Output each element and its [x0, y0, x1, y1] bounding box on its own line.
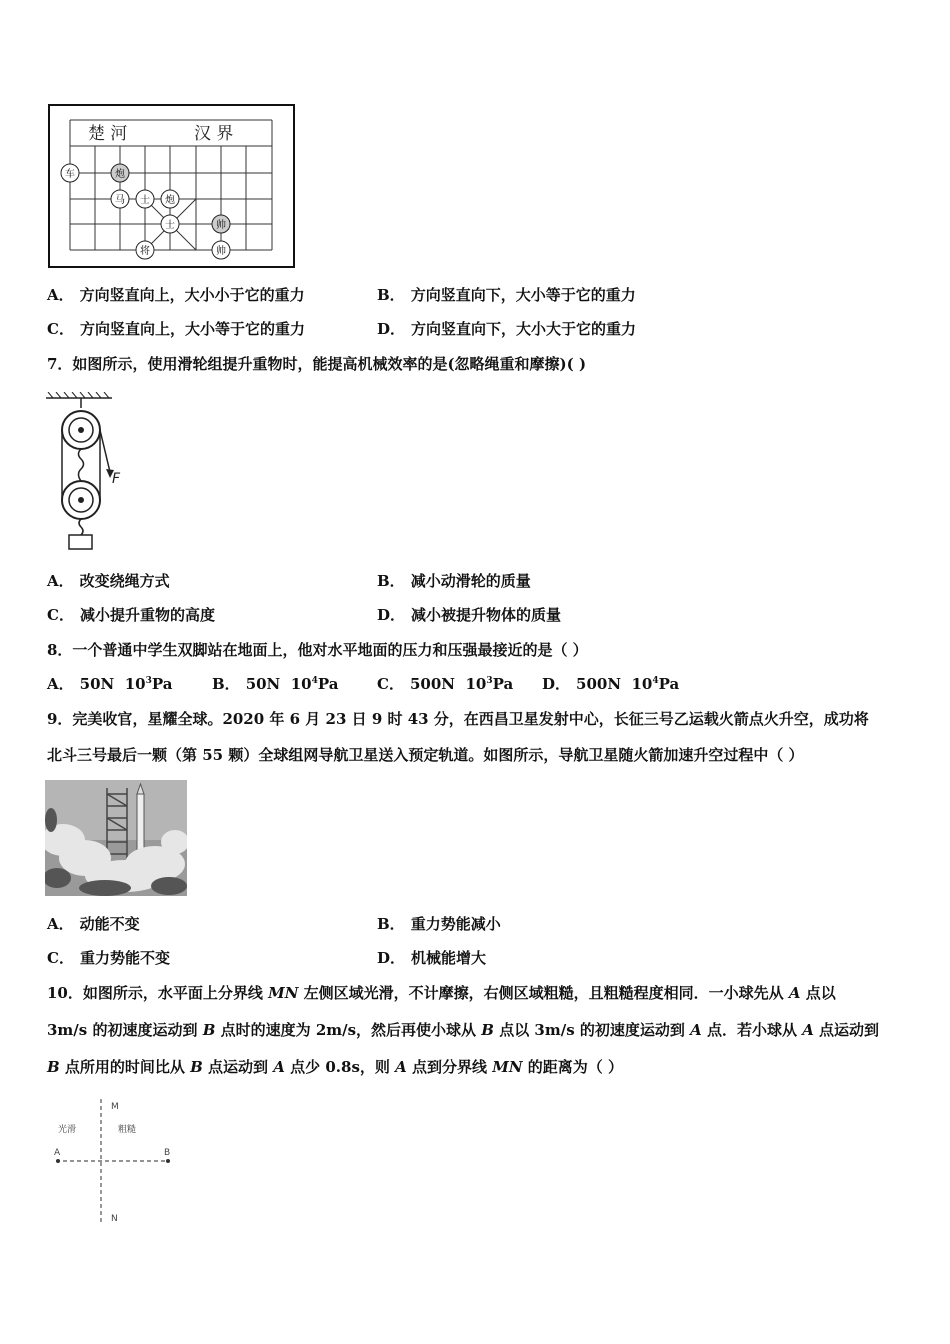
pulley-figure	[44, 392, 134, 552]
q9-stem-line2: 北斗三号最后一颗（第 55 颗）全球组网导航卫星送入预定轨道。如图所示，导航卫星随火箭加速升空过程中（ ）	[47, 746, 804, 764]
label-n: N	[111, 1214, 118, 1224]
river-left-label: 楚 河	[88, 124, 128, 144]
piece-shi-1: 士	[140, 195, 150, 206]
q7-option-b[interactable]: B． 减小动滑轮的质量	[377, 572, 531, 590]
piece-pao-red: 炮	[115, 169, 125, 180]
q9-option-d[interactable]: D． 机械能增大	[377, 949, 487, 967]
label-a: A	[54, 1148, 61, 1158]
q6-option-d[interactable]: D． 方向竖直向下，大小大于它的重力	[377, 320, 637, 338]
label-rough: 粗糙	[118, 1125, 137, 1135]
q8-option-d[interactable]: D． 500N $10^4Pa$	[542, 675, 680, 693]
force-label: F	[112, 471, 121, 487]
q9-option-b[interactable]: B． 重力势能减小	[377, 915, 501, 933]
q10-stem-line3: B 点所用的时间比从 B 点运动到 A 点少 0.8s，则 A 点到分界线 MN 的距离为（ ）	[47, 1058, 624, 1076]
piece-che: 车	[65, 169, 75, 180]
q7-option-d[interactable]: D． 减小被提升物体的质量	[377, 606, 562, 624]
piece-ma: 马	[115, 195, 125, 206]
q9-option-c[interactable]: C． 重力势能不变	[47, 949, 170, 967]
q8-option-b[interactable]: B． 50N $10^4Pa$	[212, 675, 339, 693]
boundary-mn-figure	[48, 1095, 188, 1227]
q8-option-c[interactable]: C． 500N $10^3Pa$	[377, 675, 514, 693]
q6-option-a[interactable]: A． 方向竖直向上，大小小于它的重力	[47, 286, 305, 304]
q7-stem: 7．如图所示，使用滑轮组提升重物时，能提高机械效率的是(忽略绳重和摩擦)( )	[47, 355, 587, 373]
rocket-launch-photo	[45, 780, 187, 896]
chess-board-figure	[48, 104, 296, 270]
q9-stem-line1: 9．完美收官，星耀全球。2020 年 6 月 23 日 9 时 43 分，在西昌卫星发射中心，长征三号乙运载火箭点火升空，成功将	[47, 710, 869, 728]
label-smooth: 光滑	[58, 1125, 77, 1135]
label-m: M	[111, 1102, 119, 1112]
q10-stem-line2: 3m/s 的初速度运动到 B 点时的速度为 2m/s，然后再使小球从 B 点以 3m/s 的初速度运动到 A 点．若小球从 A 点运动到	[47, 1021, 880, 1039]
river-right-label: 汉 界	[194, 124, 234, 144]
q9-option-a[interactable]: A． 动能不变	[47, 915, 140, 933]
q6-option-b[interactable]: B． 方向竖直向下，大小等于它的重力	[377, 286, 636, 304]
label-b: B	[164, 1148, 171, 1158]
q7-option-a[interactable]: A． 改变绕绳方式	[47, 572, 170, 590]
q8-stem: 8．一个普通中学生双脚站在地面上，他对水平地面的压力和压强最接近的是（ ）	[47, 641, 588, 659]
piece-jiang: 将	[140, 246, 150, 257]
piece-shuai-1: 帅	[216, 220, 226, 231]
q10-stem-line1: 10．如图所示，水平面上分界线 MN 左侧区域光滑，不计摩擦，右侧区域粗糙，且粗糙程度相同．一小球先从 A 点以	[47, 984, 836, 1002]
piece-shi-2: 士	[165, 220, 175, 231]
q6-option-c[interactable]: C． 方向竖直向上，大小等于它的重力	[47, 320, 305, 338]
piece-pao: 炮	[165, 195, 175, 206]
piece-shuai-2: 帅	[216, 246, 226, 257]
q7-option-c[interactable]: C． 减小提升重物的高度	[47, 606, 215, 624]
q8-option-a[interactable]: A． 50N $10^3Pa$	[47, 675, 173, 693]
